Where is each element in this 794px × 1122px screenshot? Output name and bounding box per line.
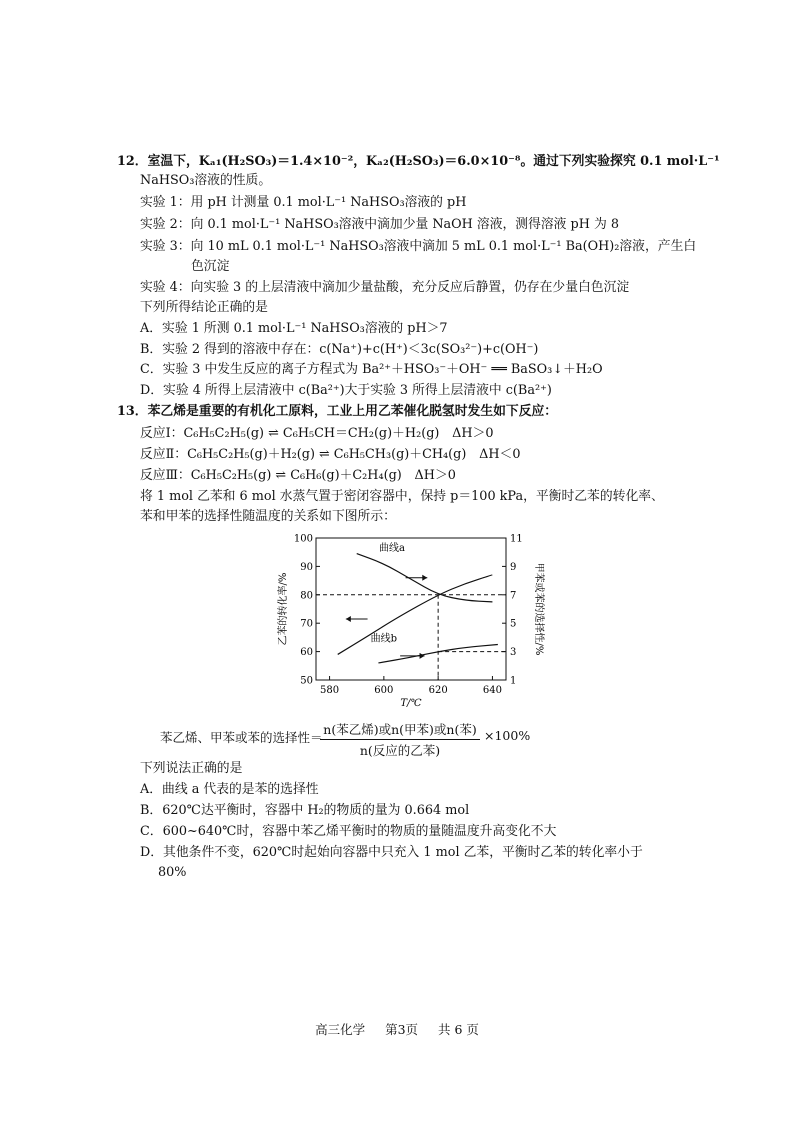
q12-exp3-line2: 色沉淀 — [191, 259, 230, 274]
q12-stem-line2: NaHSO₃溶液的性质。 — [140, 173, 272, 188]
chart-svg — [270, 528, 550, 710]
q13-option-b: B．620℃达平衡时，容器中 H₂的物质的量为 0.664 mol — [140, 803, 470, 818]
x-tick-label: 580 — [320, 685, 340, 696]
q13-option-a: A．曲线 a 代表的是苯的选择性 — [140, 782, 319, 797]
formula-rhs: ×100% — [484, 728, 531, 743]
y-left-tick-label: 60 — [300, 647, 313, 659]
selectivity-formula — [160, 720, 580, 758]
q13-ask: 下列说法正确的是 — [140, 761, 243, 776]
q12-stem-line1: 12．室温下，Kₐ₁(H₂SO₃)＝1.4×10⁻²，Kₐ₂(H₂SO₃)＝6.0×10⁻⁸。通过下列实验探究 0.1 mol·L⁻¹ — [117, 154, 720, 169]
q12-exp3-line1: 实验 3：向 10 mL 0.1 mol·L⁻¹ NaHSO₃溶液中滴加 5 mL 0.1 mol·L⁻¹ Ba(OH)₂溶液，产生白 — [140, 239, 697, 254]
y-left-tick-label: 100 — [293, 533, 313, 545]
q12-exp1: 实验 1：用 pH 计测量 0.1 mol·L⁻¹ NaHSO₃溶液的 pH — [140, 195, 467, 210]
series-line-2 — [338, 575, 493, 655]
q12-option-a: A．实验 1 所测 0.1 mol·L⁻¹ NaHSO₃溶液的 pH＞7 — [140, 321, 448, 336]
x-tick-label: 640 — [482, 685, 502, 696]
y-left-tick-label: 50 — [300, 675, 313, 687]
y-right-tick-label: 1 — [510, 675, 517, 687]
y-right-tick-label: 5 — [510, 618, 517, 630]
y-left-axis-label: 乙苯的转化率/% — [278, 572, 289, 646]
q13-stem: 13．苯乙烯是重要的有机化工原料，工业上用乙苯催化脱氢时发生如下反应： — [117, 404, 558, 419]
q12-option-d: D．实验 4 所得上层清液中 c(Ba²⁺)大于实验 3 所得上层清液中 c(Ba²⁺) — [140, 383, 552, 398]
y-right-tick-label: 9 — [510, 561, 517, 573]
q12-exp2: 实验 2：向 0.1 mol·L⁻¹ NaHSO₃溶液中滴加少量 NaOH 溶液，测得溶液 pH 为 8 — [140, 217, 619, 232]
x-axis-label: T/℃ — [400, 698, 422, 709]
q12-exp4: 实验 4：向实验 3 的上层清液中滴加少量盐酸，充分反应后静置，仍存在少量白色沉淀 — [140, 280, 630, 295]
q13-option-d-line2: 80% — [158, 865, 187, 880]
equilibrium-chart — [270, 528, 550, 710]
y-right-tick-label: 7 — [510, 590, 517, 602]
q12-option-c: C．实验 3 中发生反应的离子方程式为 Ba²⁺＋HSO₃⁻＋OH⁻ ══ BaSO₃↓＋H₂O — [140, 362, 603, 377]
q13-option-d-line1: D．其他条件不变，620℃时起始向容器中只充入 1 mol 乙苯，平衡时乙苯的转化率小于 — [140, 845, 643, 860]
y-right-tick-label: 11 — [510, 533, 523, 545]
y-right-axis-label: 甲苯或苯的选择性/% — [533, 562, 544, 656]
x-tick-label: 600 — [374, 685, 394, 696]
series-label-b: 曲线b — [370, 633, 398, 645]
q12-ask: 下列所得结论正确的是 — [140, 300, 268, 315]
plot-frame — [316, 538, 506, 680]
y-left-tick-label: 80 — [300, 590, 313, 602]
formula-denominator: n(反应的乙苯) — [359, 743, 441, 758]
footer-subject: 高三化学 — [315, 1022, 366, 1037]
footer-page: 第3页 — [385, 1022, 419, 1037]
page-footer — [0, 1020, 794, 1038]
q13-option-c: C．600~640℃时，容器中苯乙烯平衡时的物质的量随温度升高变化不大 — [140, 824, 557, 839]
x-tick-label: 620 — [428, 685, 448, 696]
q13-reaction-2: 反应Ⅱ：C₆H₅C₂H₅(g)＋H₂(g) ⇌ C₆H₅CH₃(g)＋CH₄(g) ΔH＜0 — [140, 447, 521, 462]
arrow-a-head — [422, 575, 427, 581]
formula-fraction — [320, 720, 480, 759]
q13-condition-line2: 苯和甲苯的选择性随温度的关系如下图所示： — [140, 509, 396, 524]
series-label-a: 曲线a — [379, 542, 405, 554]
formula-numerator: n(苯乙烯)或n(甲苯)或n(苯) — [320, 720, 480, 740]
y-right-tick-label: 3 — [510, 647, 517, 659]
q13-reaction-3: 反应Ⅲ：C₆H₅C₂H₅(g) ⇌ C₆H₆(g)＋C₂H₄(g) ΔH＞0 — [140, 468, 456, 483]
q13-reaction-1: 反应Ⅰ：C₆H₅C₂H₅(g) ⇌ C₆H₅CH＝CH₂(g)＋H₂(g) ΔH＞0 — [140, 426, 494, 441]
q13-condition-line1: 将 1 mol 乙苯和 6 mol 水蒸气置于密闭容器中，保持 p＝100 kPa，平衡时乙苯的转化率、 — [140, 489, 664, 504]
q12-option-b: B．实验 2 得到的溶液中存在：c(Na⁺)+c(H⁺)＜3c(SO₃²⁻)+c(OH⁻) — [140, 342, 539, 357]
arrow-conv-head — [346, 616, 351, 622]
y-left-tick-label: 90 — [300, 561, 313, 573]
footer-total: 共 6 页 — [438, 1022, 479, 1037]
arrow-b-head — [420, 653, 425, 659]
formula-lhs: 苯乙烯、甲苯或苯的选择性＝ — [160, 730, 323, 745]
y-left-tick-label: 70 — [300, 618, 313, 630]
